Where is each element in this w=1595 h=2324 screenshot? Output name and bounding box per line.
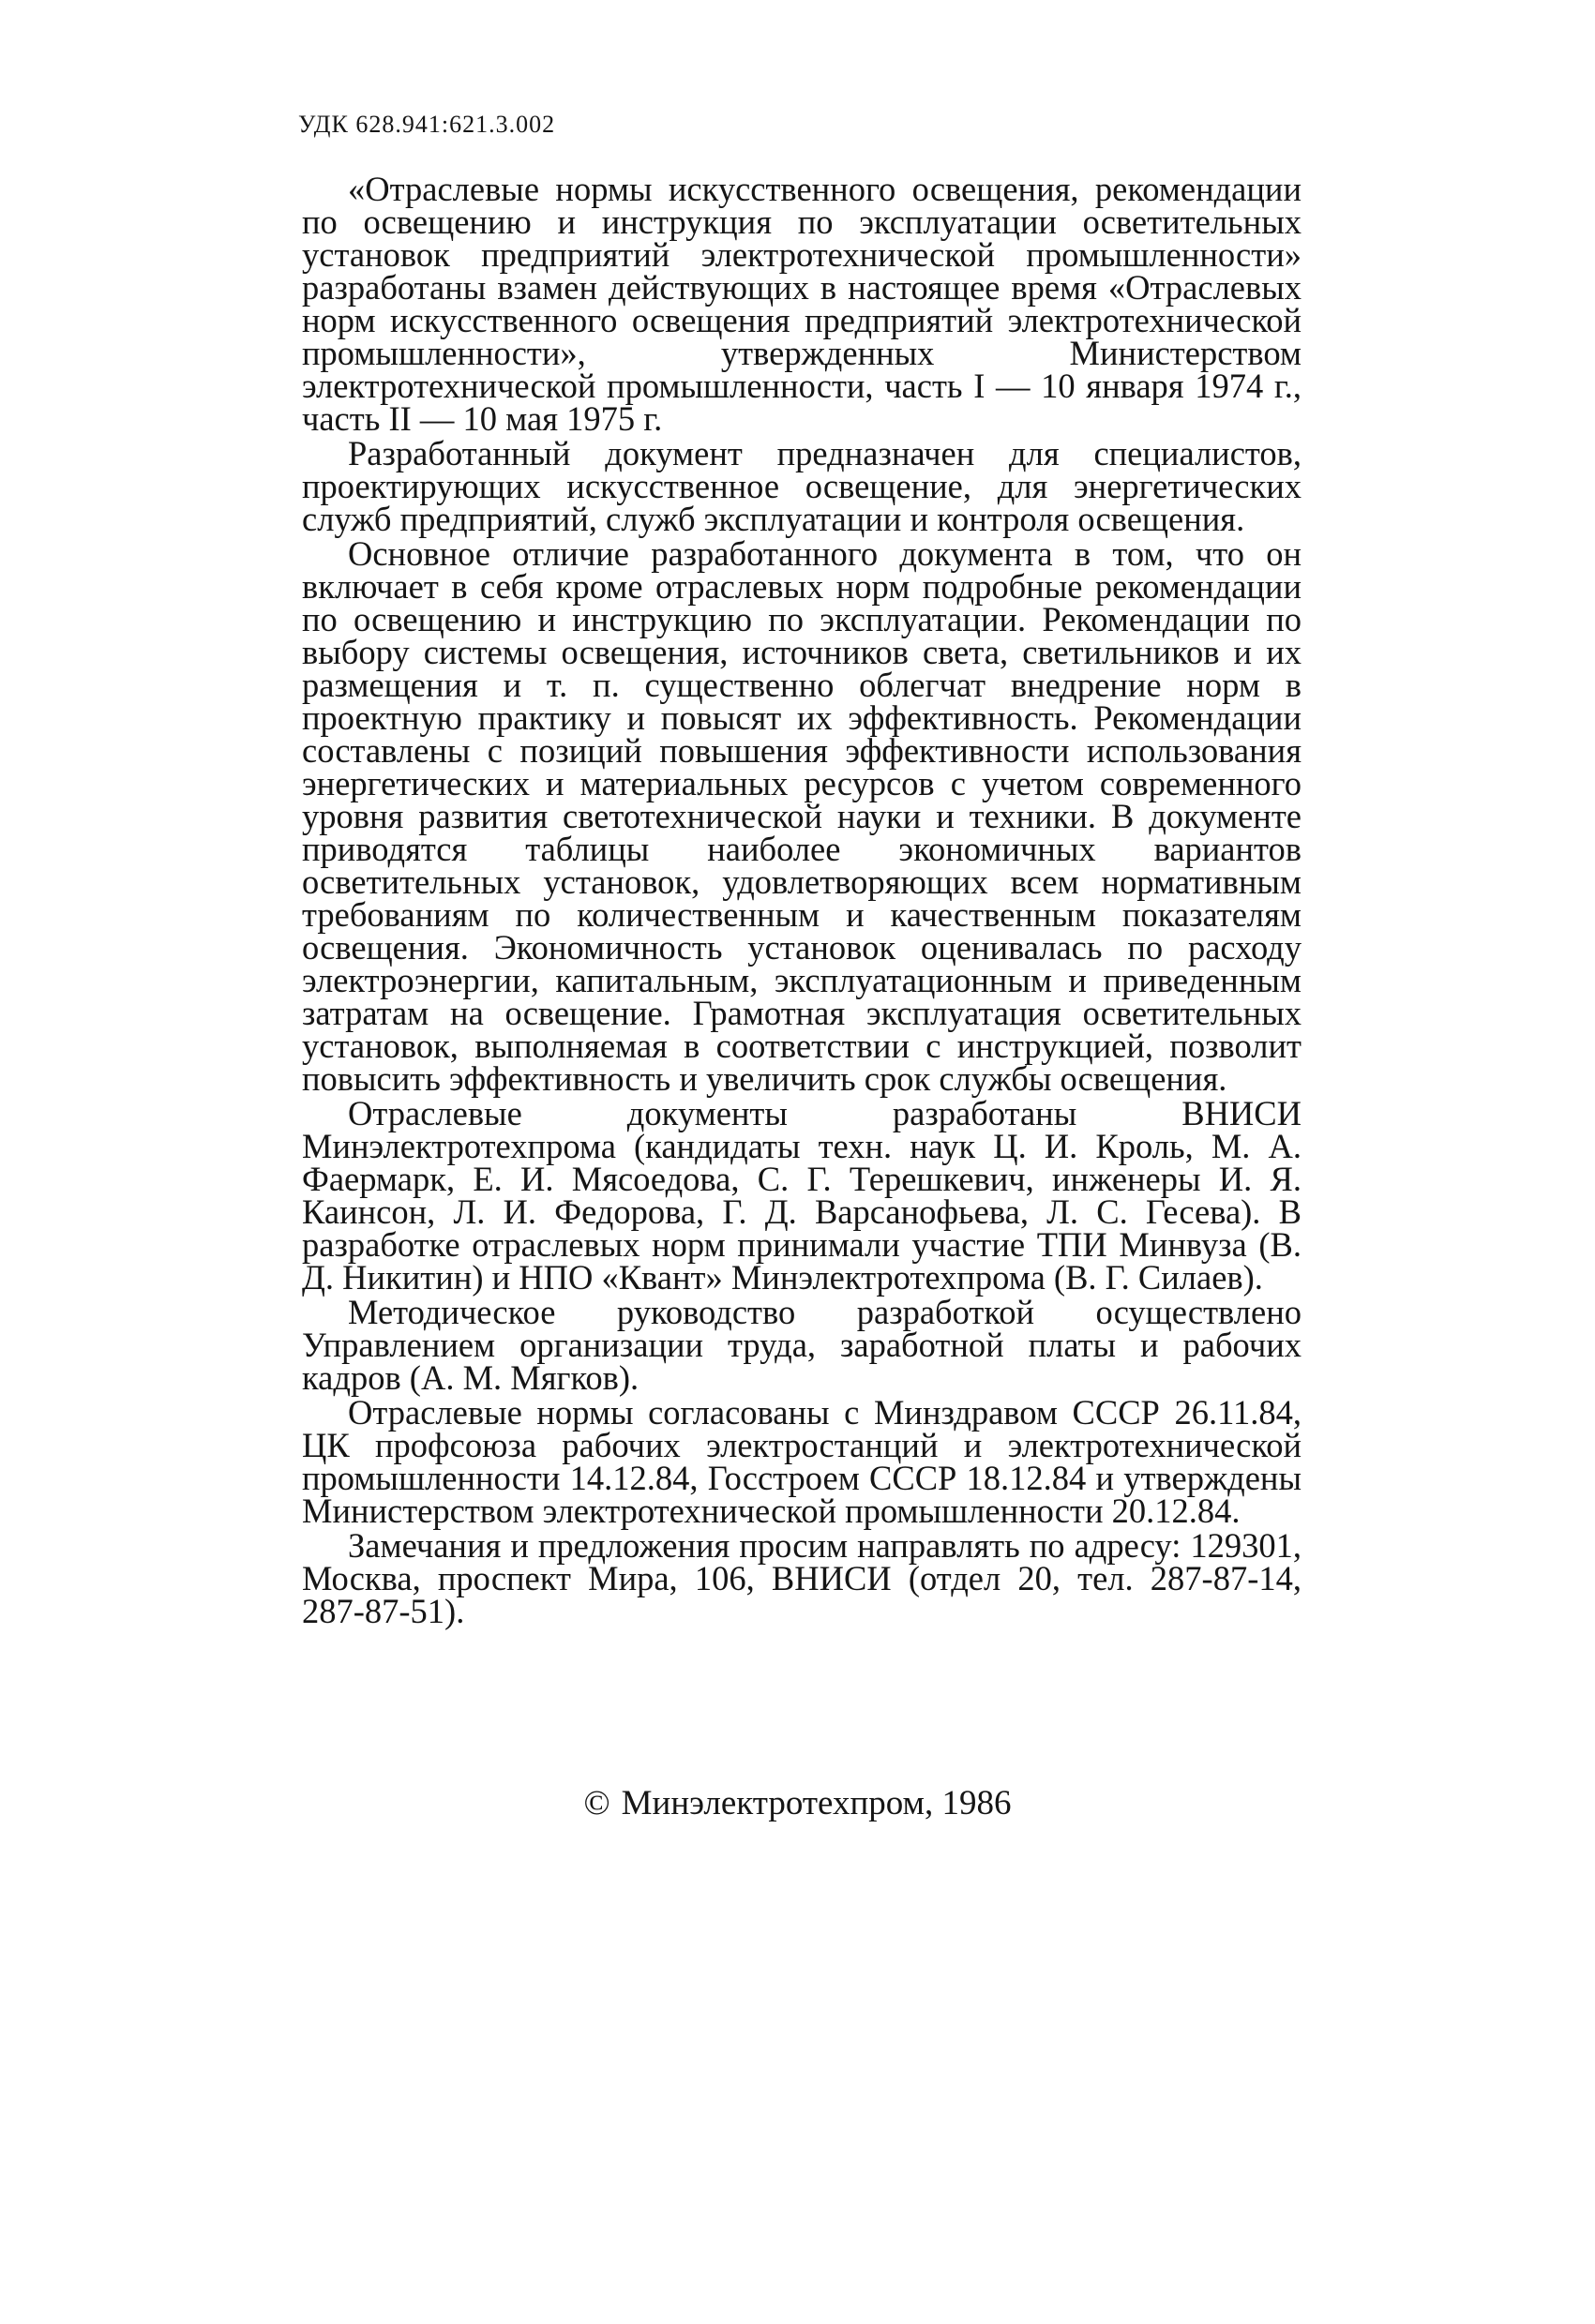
paragraph-approval: Отраслевые нормы согласованы с Минздравом СССР 26.11.84, ЦК профсоюза рабочих электростанций и электротехнической промышленности 14.12.84, Госстроем СССР 18.12.84 и утверждены Министерством электротехнической промышленности 20.12.84. [302, 1393, 1302, 1530]
paragraph-contact: Замечания и предложения просим направлять по адресу: 129301, Москва, проспект Мира, 106, ВНИСИ (отдел 20, тел. 287-87-14, 287-87-51). [302, 1526, 1302, 1630]
document-body [302, 172, 1302, 1629]
paragraph-guidance: Методическое руководство разработкой осуществлено Управлением организации труда, заработной платы и рабочих кадров (А. М. Мягков). [302, 1293, 1302, 1397]
paragraph-main-difference: Основное отличие разработанного документа в том, что он включает в себя кроме отраслевых норм подробные рекомендации по освещению и инструкцию по эксплуатации. Рекомендации по выбору системы освещения, источников света, светильников и их размещения и т. п. существенно облегчат внедрение норм в проектную практику и повысят их эффективность. Рекомендации составлены с позиций повышения эффективности использования энергетических и материальных ресурсов с учетом современного уровня развития светотехнической науки и техники. В документе приводятся таблицы наиболее экономичных вариантов осветительных установок, удовлетворяющих всем нормативным требованиям по количественным и качественным показателям освещения. Экономичность установок оценивалась по расходу электроэнергии, капитальным, эксплуатационным и приведенным затратам на освещение. Грамотная эксплуатация осветительных установок, выполняемая в соответствии с инструкцией, позволит повысить эффективность и увеличить срок службы освещения. [302, 534, 1302, 1098]
paragraph-authors: Отраслевые документы разработаны ВНИСИ Минэлектротехпрома (кандидаты техн. наук Ц. И. Кроль, М. А. Фаермарк, Е. И. Мясоедова, С. Г. Терешкевич, инженеры И. Я. Каинсон, Л. И. Федорова, Г. Д. Варсанофьева, Л. С. Гесева). В разработке отраслевых норм принимали участие ТПИ Минвуза (В. Д. Никитин) и НПО «Квант» Минэлектротехпрома (В. Г. Силаев). [302, 1094, 1302, 1297]
copyright-line [0, 1785, 1595, 1822]
copyright-text: Минэлектротехпром, 1986 [621, 1784, 1012, 1822]
copyright-icon: © [583, 1784, 610, 1822]
udk-code: УДК 628.941:621.3.002 [298, 111, 556, 138]
paragraph-intro: «Отраслевые нормы искусственного освещения, рекомендации по освещению и инструкция по эксплуатации осветительных установок предприятий электротехнической промышленности» разработаны взамен действующих в настоящее время «Отраслевых норм искусственного освещения предприятий электротехнической промышленности», утвержденных Министерством электротехнической промышленности, часть I — 10 января 1974 г., часть II — 10 мая 1975 г. [302, 170, 1302, 438]
paragraph-purpose: Разработанный документ предназначен для специалистов, проектирующих искусственное освещение, для энергетических служб предприятий, служб эксплуатации и контроля освещения. [302, 434, 1302, 538]
